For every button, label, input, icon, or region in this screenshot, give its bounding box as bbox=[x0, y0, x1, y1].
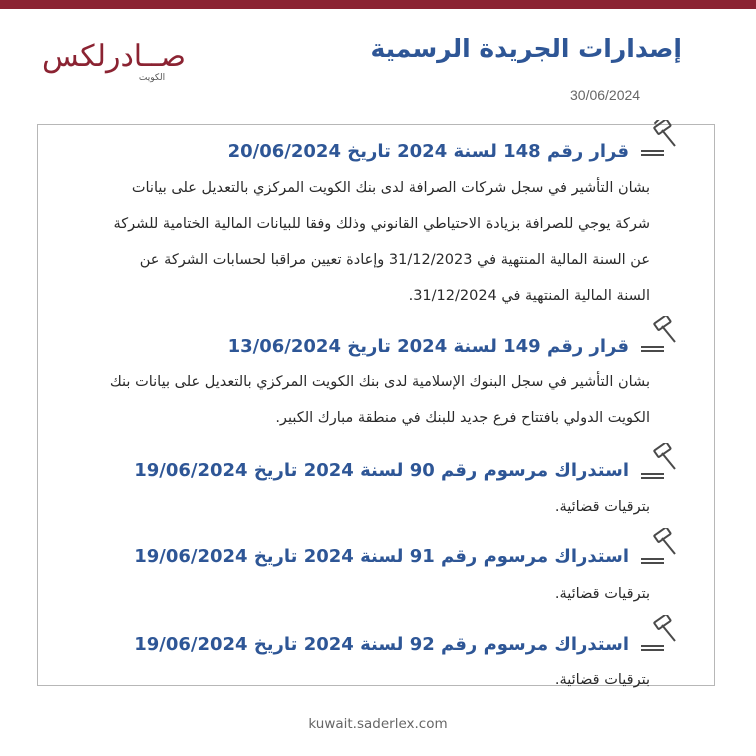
entry-body-line: بشان التأشير في سجل البنوك الإسلامية لدى بنك الكويت المركزي بالتعديل على بيانات بنك bbox=[109, 374, 650, 390]
entry-body bbox=[555, 662, 650, 698]
saderlex-logo bbox=[34, 28, 194, 90]
entry-body-line: بترقيات قضائية. bbox=[554, 586, 650, 602]
entry-heading[interactable]: قرار رقم 148 لسنة 2024 تاريخ 20/06/2024 bbox=[227, 141, 629, 162]
entry-body bbox=[113, 170, 650, 314]
issue-date: 30/06/2024 bbox=[570, 87, 641, 103]
entry-heading[interactable]: استدراك مرسوم رقم 91 لسنة 2024 تاريخ 19/06/2024 bbox=[134, 546, 629, 567]
logo-subtext: الكويت bbox=[138, 73, 166, 83]
entry-body-line: السنة المالية المنتهية في 31/12/2024. bbox=[408, 288, 650, 304]
gavel-icon bbox=[638, 443, 682, 481]
gavel-icon bbox=[638, 120, 682, 158]
logo-text: صــادرلكس bbox=[42, 39, 186, 74]
gavel-icon bbox=[638, 528, 682, 566]
entry-body bbox=[555, 576, 650, 612]
entry-body bbox=[110, 364, 650, 436]
entry-body bbox=[555, 489, 650, 525]
entry-body-line: الكويت الدولي بافتتاح فرع جديد للبنك في منطقة مبارك الكبير. bbox=[275, 410, 650, 426]
entry-heading[interactable]: استدراك مرسوم رقم 90 لسنة 2024 تاريخ 19/06/2024 bbox=[134, 460, 629, 481]
entry-body-line: شركة يوجي للصرافة بزيادة الاحتياطي القانوني وذلك وفقا للبيانات المالية الختامية للشركة bbox=[113, 216, 650, 232]
page-title: إصدارات الجريدة الرسمية bbox=[370, 34, 682, 63]
entry-heading[interactable]: قرار رقم 149 لسنة 2024 تاريخ 13/06/2024 bbox=[227, 336, 629, 357]
entry-body-line: بشان التأشير في سجل شركات الصرافة لدى بنك الكويت المركزي بالتعديل على بيانات bbox=[131, 180, 650, 196]
gavel-icon bbox=[638, 316, 682, 354]
entry-body-line: عن السنة المالية المنتهية في 31/12/2023 وإعادة تعيين مراقبا لحسابات الشركة عن bbox=[139, 252, 650, 268]
gavel-icon bbox=[638, 615, 682, 653]
entry-body-line: بترقيات قضائية. bbox=[554, 499, 650, 515]
footer-site-link[interactable]: kuwait.saderlex.com bbox=[308, 716, 448, 732]
entry-body-line: بترقيات قضائية. bbox=[554, 672, 650, 688]
entry-heading[interactable]: استدراك مرسوم رقم 92 لسنة 2024 تاريخ 19/06/2024 bbox=[134, 634, 629, 655]
top-accent-bar bbox=[0, 0, 756, 9]
